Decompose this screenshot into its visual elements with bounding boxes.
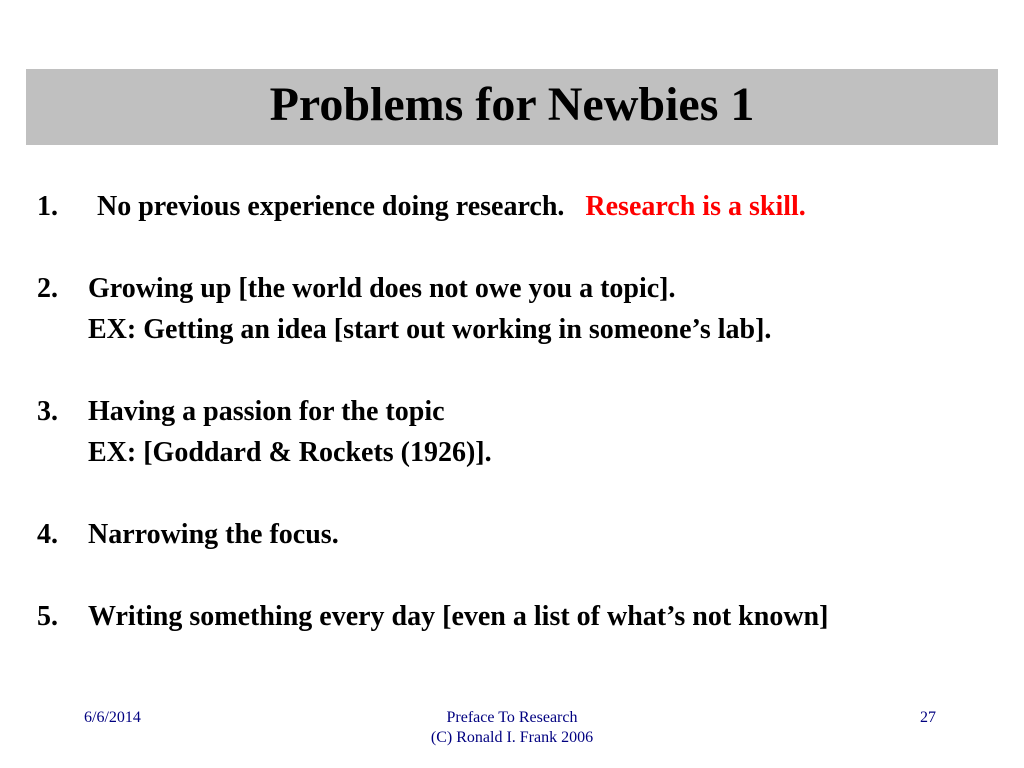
footer-course: Preface To Research [446, 709, 578, 726]
list-item-body [88, 391, 492, 473]
footer-date: 6/6/2014 [84, 709, 141, 726]
list-item-text: Having a passion for the topic [88, 396, 445, 427]
title-bar [26, 69, 998, 145]
list-item-body [88, 596, 828, 637]
list-item-body [88, 514, 339, 555]
list-number: 2. [37, 273, 58, 304]
list-item-example: EX: [Goddard & Rockets (1926)]. [88, 437, 492, 468]
list-number: 3. [37, 396, 58, 427]
list-number: 4. [37, 519, 58, 550]
footer-page-number: 27 [920, 709, 936, 726]
list-item-text: No previous experience doing research. [97, 191, 565, 222]
list-number: 5. [37, 601, 58, 632]
slide-title: Problems for Newbies 1 [269, 78, 755, 131]
footer-copyright: (C) Ronald I. Frank 2006 [430, 729, 594, 746]
list-item-text: Writing something every day [even a list of what’s not known] [88, 601, 829, 632]
footer-center [362, 708, 662, 748]
list-item-body [88, 268, 771, 350]
list-number: 1. [37, 191, 58, 222]
list-item-example: EX: Getting an idea [start out working in someone’s lab]. [88, 314, 772, 345]
list-item-emphasis: Research is a skill. [585, 191, 806, 222]
list-item-body [97, 186, 806, 227]
list-item-text: Growing up [the world does not owe you a topic]. [88, 273, 676, 304]
list-item-text: Narrowing the focus. [88, 519, 339, 550]
